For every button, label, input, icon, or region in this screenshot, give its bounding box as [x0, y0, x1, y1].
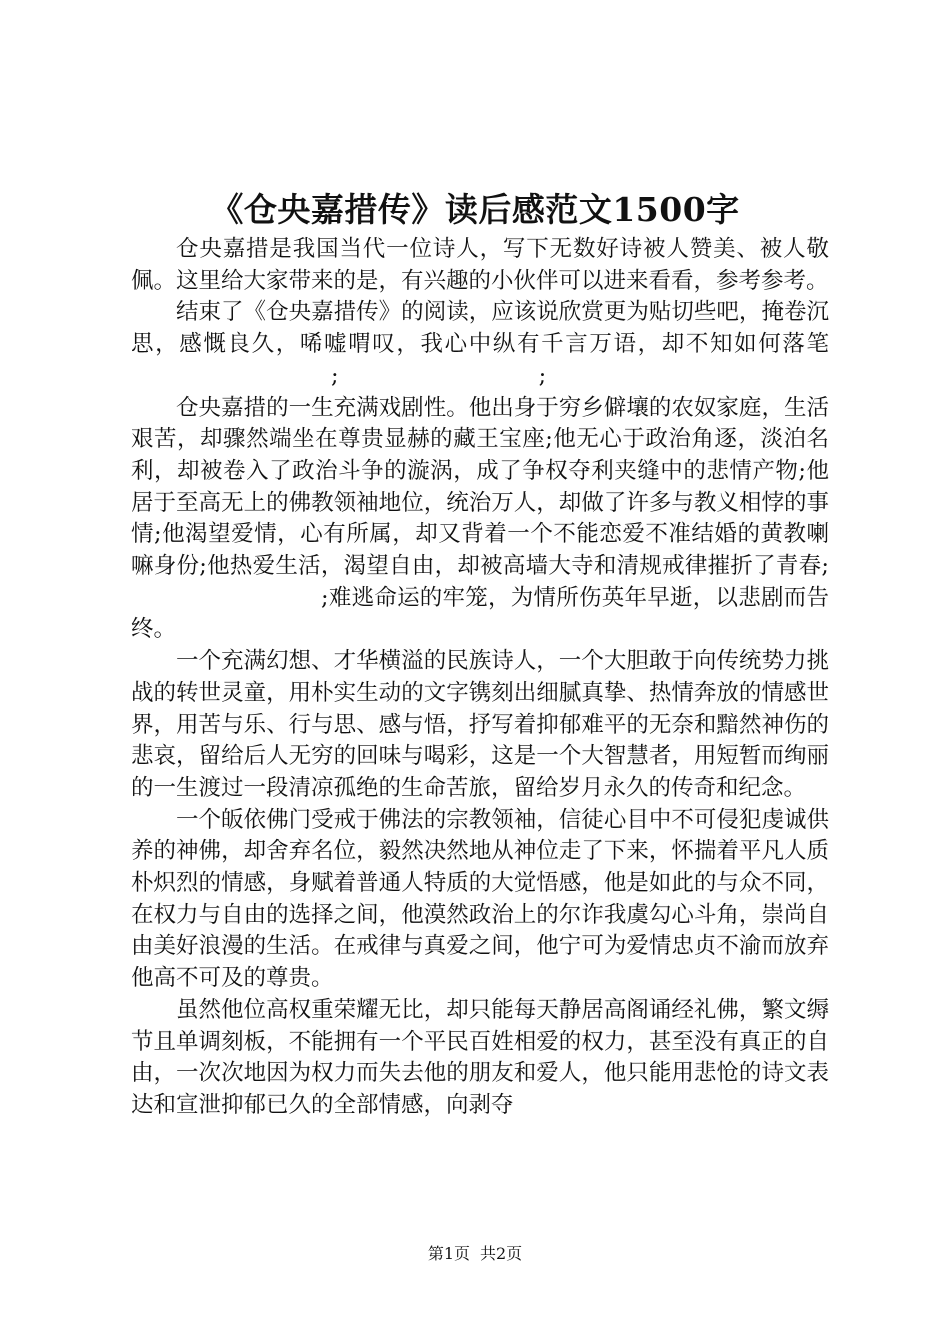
semicolon-mark: ; — [821, 553, 829, 580]
paragraph-life-text: 仓央嘉措的一生充满戏剧性。他出身于穷乡僻壤的农奴家庭，生活艰苦，却骤然端坐在尊贵显赫的藏王宝座;他无心于政治角逐，淡泊名利，却被卷入了政治斗争的漩涡，成了争权夺利夹缝中的悲情产物;他居于至高无上的佛教领袖地位，统治万人，却做了许多与教义相悖的事情;他渴望爱情，心有所属，却又背着一个不能恋爱不准结婚的黄教喇嘛身份;他热爱生活，渴望自由，却被高墙大寺和清规戒律摧折了青春 — [131, 394, 829, 580]
paragraph-reading-text: 结束了《仓央嘉措传》的阅读，应该说欣赏更为贴切些吧，掩卷沉思，感慨良久，唏嘘喟叹，我心中纵有千言万语，却不知如何落笔 — [131, 299, 829, 358]
document-title: 《仓央嘉措传》读后感范文1500字 — [210, 190, 740, 229]
document-body — [131, 234, 829, 1122]
semicolon-mark: ; — [538, 362, 547, 389]
paragraph-poet: 一个充满幻想、才华横溢的民族诗人，一个大胆敢于向传统势力挑战的转世灵童，用朴实生动的文字镌刻出细腻真挚、热情奔放的情感世界，用苦与乐、行与思、感与悟，抒写着抑郁难平的无奈和黯然神伤的悲哀，留给后人无穷的回味与喝彩，这是一个大智慧者，用短暂而绚丽的一生渡过一段清凉孤绝的生命苦旅，留给岁月永久的传奇和纪念。 — [131, 648, 829, 801]
paragraph-leader: 一个皈依佛门受戒于佛法的宗教领袖，信徒心目中不可侵犯虔诚供养的神佛，却舍弃名位，毅然决然地从神位走了下来，怀揣着平凡人质朴炽烈的情感，身赋着普通人特质的大觉悟感，他是如此的与众不同，在权力与自由的选择之间，他漠然政治上的尔诈我虞勾心斗角，崇尚自由美好浪漫的生活。在戒律与真爱之间，他宁可为爱情忠贞不渝而放弃他高不可及的尊贵。 — [131, 806, 829, 992]
paragraph-reading — [131, 297, 829, 392]
semicolon-mark: ; — [331, 362, 339, 389]
paragraph-life — [131, 393, 829, 647]
page-footer — [0, 1243, 950, 1265]
page-total: 共2页 — [480, 1244, 523, 1263]
paragraph-power: 虽然他位高权重荣耀无比，却只能每天静居高阁诵经礼佛，繁文缛节且单调刻板，不能拥有一个平民百姓相爱的权力，甚至没有真正的自由，一次次地因为权力而失去他的朋友和爱人，他只能用悲怆的诗文表达和宣泄抑郁已久的全部情感，向剥夺 — [131, 996, 829, 1118]
paragraph-life-tail: ;难逃命运的牢笼，为情所伤英年早逝，以悲剧而告终。 — [131, 584, 829, 643]
page-number: 第1页 — [427, 1244, 470, 1263]
paragraph-intro: 仓央嘉措是我国当代一位诗人，写下无数好诗被人赞美、被人敬佩。这里给大家带来的是，有兴趣的小伙伴可以进来看看，参考参考。 — [131, 236, 829, 294]
